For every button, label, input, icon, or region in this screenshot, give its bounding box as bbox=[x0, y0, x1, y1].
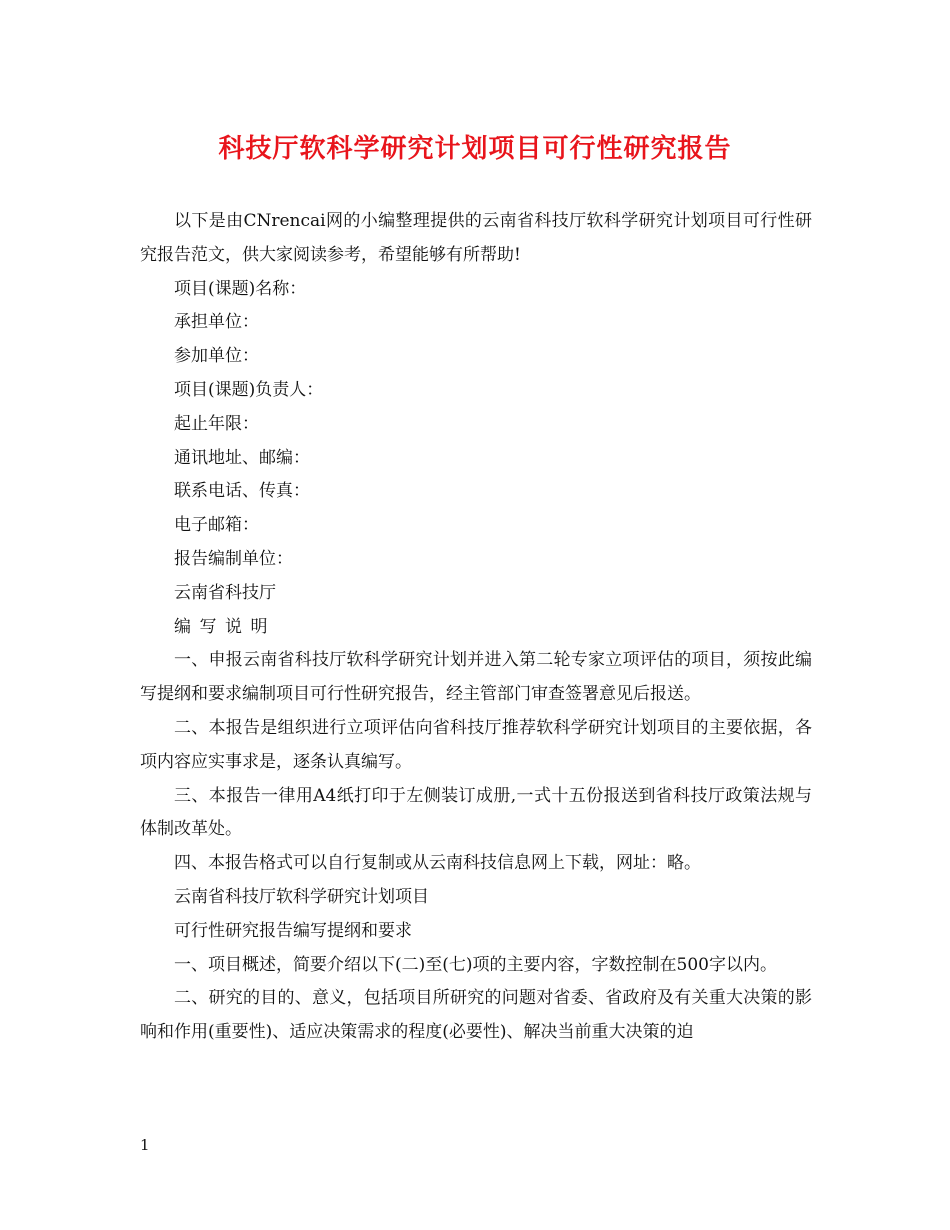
outline-item: 一、项目概述，简要介绍以下(二)至(七)项的主要内容，字数控制在500字以内。 bbox=[174, 954, 777, 975]
field-email: 电子邮箱： bbox=[174, 515, 259, 536]
page-number: 1 bbox=[140, 1136, 150, 1154]
intro-paragraph: 以下是由CNrencai网的小编整理提供的云南省科技厅软科学研究计划项目可行性研究报告范文，供大家阅读参考，希望能够有所帮助! bbox=[140, 211, 812, 265]
instruction-item: 三、本报告一律用A4纸打印于左侧装订成册,一式十五份报送到省科技厅政策法规与体制改革处。 bbox=[140, 785, 812, 840]
document-body bbox=[140, 205, 812, 1050]
instruction-item: 二、本报告是组织进行立项评估向省科技厅推荐软科学研究计划项目的主要依据，各项内容应实事求是，逐条认真编写。 bbox=[140, 717, 812, 772]
field-report-unit: 报告编制单位： bbox=[174, 548, 293, 569]
field-participating-unit: 参加单位： bbox=[174, 346, 259, 367]
outline-heading: 云南省科技厅软科学研究计划项目 bbox=[174, 886, 429, 907]
field-undertaking-unit: 承担单位： bbox=[174, 312, 259, 333]
outline-subheading: 可行性研究报告编写提纲和要求 bbox=[174, 920, 412, 941]
field-department: 云南省科技厅 bbox=[174, 582, 276, 603]
outline-item: 二、研究的目的、意义，包括项目所研究的问题对省委、省政府及有关重大决策的影响和作用(重要性)、适应决策需求的程度(必要性)、解决当前重大决策的迫 bbox=[140, 988, 812, 1043]
field-address-postcode: 通讯地址、邮编： bbox=[174, 447, 310, 468]
instructions-heading: 编写说明 bbox=[174, 616, 276, 637]
field-project-leader: 项目(课题)负责人： bbox=[174, 379, 324, 400]
field-duration: 起止年限： bbox=[174, 413, 259, 434]
document-title: 科技厅软科学研究计划项目可行性研究报告 bbox=[218, 134, 732, 164]
instruction-item: 四、本报告格式可以自行复制或从云南科技信息网上下载，网址：略。 bbox=[174, 853, 701, 874]
instruction-item: 一、申报云南省科技厅软科学研究计划并进入第二轮专家立项评估的项目，须按此编写提纲和要求编制项目可行性研究报告，经主管部门审查签署意见后报送。 bbox=[140, 650, 812, 705]
field-project-name: 项目(课题)名称： bbox=[174, 278, 307, 299]
field-phone-fax: 联系电话、传真： bbox=[174, 481, 310, 502]
